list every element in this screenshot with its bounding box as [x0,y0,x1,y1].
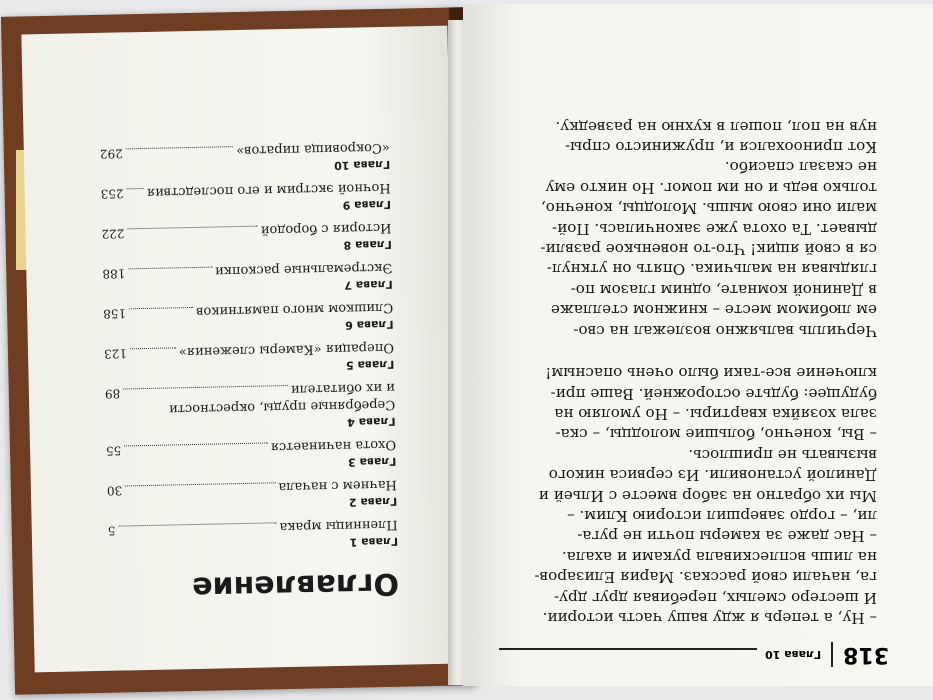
toc-page-number: 188 [102,266,126,281]
toc-page-number: 253 [100,186,124,201]
table-of-contents [100,131,400,607]
toc-chapter-title: «Сокровища пиратов» [236,139,390,159]
toc-entry [106,436,397,474]
toc-entry [107,476,398,514]
text-line: глядывая на мальчика. Опять он уткнул- [546,260,877,279]
toc-chapter-label: Глава 5 [345,357,395,372]
text-line: ем любимом месте – книжном стеллаже [550,301,877,320]
left-page-content [21,26,460,673]
toc-chapter-label: Глава 9 [342,197,392,212]
toc-entry [100,139,391,177]
toc-chapter-title: Слишком много памятников [195,299,394,319]
toc-chapter-title: Охота начинается [270,436,397,455]
toc-list [100,139,399,554]
toc-title: Оглавление [191,565,400,606]
text-line: зала хозяйка квартиры. – Но умоляю на [554,404,877,423]
toc-chapter-label: Глава 4 [347,414,396,429]
text-line: Мы их обратно на забор вместе с Ильей и [538,486,877,505]
page-number: 318 [831,643,889,668]
toc-chapter-label: Глава 7 [344,277,393,292]
right-page-content [463,4,933,686]
toc-leader-dots [125,482,275,486]
text-line: только ведь и он им помог. Но никто ему [545,178,877,197]
text-line: га, начали свой рассказ. Мария Елизаров- [534,568,877,587]
text-line: ключение все-таки было очень опасным! [545,364,877,383]
paragraph-gap [509,341,877,363]
text-line: Кот приноохался и, пружинисто спры- [564,138,877,157]
text-line: дывает. Та охота уже закончилась. Пой- [552,219,877,238]
text-line: в Даниной комнате, одним глазом по- [570,280,877,299]
text-line: на лишь всплескивала руками и ахала. [561,547,877,566]
toc-page-number: 292 [99,146,123,161]
toc-leader-dots [126,146,233,149]
toc-entry [105,379,396,434]
toc-chapter-title: Пленницы мрака [279,516,398,535]
toc-entry [104,339,395,377]
text-line: Черчилль вальяжно возлежал на сво- [573,321,877,340]
toc-chapter-title: Экстремальные раскопки [214,259,393,279]
text-line: вызывать не пришлось. [688,445,877,464]
toc-entry [101,179,392,217]
running-head [499,642,889,668]
text-line: не сказал спасибо. [724,158,877,177]
toc-entry [103,299,394,337]
toc-entry [108,516,399,554]
toc-chapter-title: История с бородой [260,219,392,238]
text-line: – Вы, конечно, большие молодцы, – ска- [555,425,877,444]
text-line: И шестеро смелых, перебивая друг дру- [553,588,877,607]
text-line: ли, – гордо завершил историю Клим. – [567,506,877,525]
toc-chapter-title: Начнем с начала [278,476,398,495]
toc-chapter-label: Глава 2 [348,494,398,509]
toc-chapter-title: Ночной экстрим и его последствия [146,179,391,200]
running-head-chapter: Глава 10 [765,648,822,662]
toc-leader-dots [123,385,288,389]
text-line: Данилой установили. Из сервиса никого [548,466,877,485]
toc-chapter-label: Глава 3 [347,454,397,469]
toc-leader-dots [129,307,193,309]
text-line: нув на пол, пошел в кухню на разведку. [555,117,877,136]
text-line: ся в свой ящик! Что-то новенькое развли- [540,240,877,259]
toc-leader-dots [128,267,212,270]
toc-page-number: 5 [107,523,116,538]
toc-chapter-label: Глава 6 [345,317,394,332]
toc-leader-dots [127,188,144,189]
toc-chapter-label: Глава 10 [334,157,391,173]
toc-leader-dots [118,522,276,526]
toc-chapter-label: Глава 1 [349,534,399,549]
running-head-rule [499,648,757,662]
toc-page-number: 123 [103,346,128,361]
toc-page-number: 89 [104,386,121,401]
text-line: мали они свою мышь. Молодцы, конечно, [540,199,877,218]
right-page [463,4,933,686]
toc-entry [102,259,393,297]
toc-chapter-title-cont: и их обитатели [290,379,395,397]
body-text [509,116,877,628]
text-line: будущее: будьте осторожней. Ваше при- [550,384,877,403]
toc-page-number: 158 [103,306,127,321]
text-line: – Нас даже за камеры почти не руга- [577,527,877,546]
toc-chapter-label: Глава 8 [343,237,392,252]
text-line: – Ну, а теперь я жду вашу часть истории. [542,609,877,627]
toc-leader-dots [130,347,176,349]
toc-entry [101,219,392,257]
left-page [21,26,460,673]
toc-page-number: 30 [106,483,123,498]
toc-leader-dots [124,442,267,446]
toc-chapter-title: Операция «Камеры слежения» [178,339,395,360]
toc-page-number: 55 [105,443,122,458]
toc-chapter-title: Серебряные пруды, окрестности [168,396,396,417]
toc-page-number: 222 [101,226,125,241]
toc-leader-dots [127,226,257,230]
